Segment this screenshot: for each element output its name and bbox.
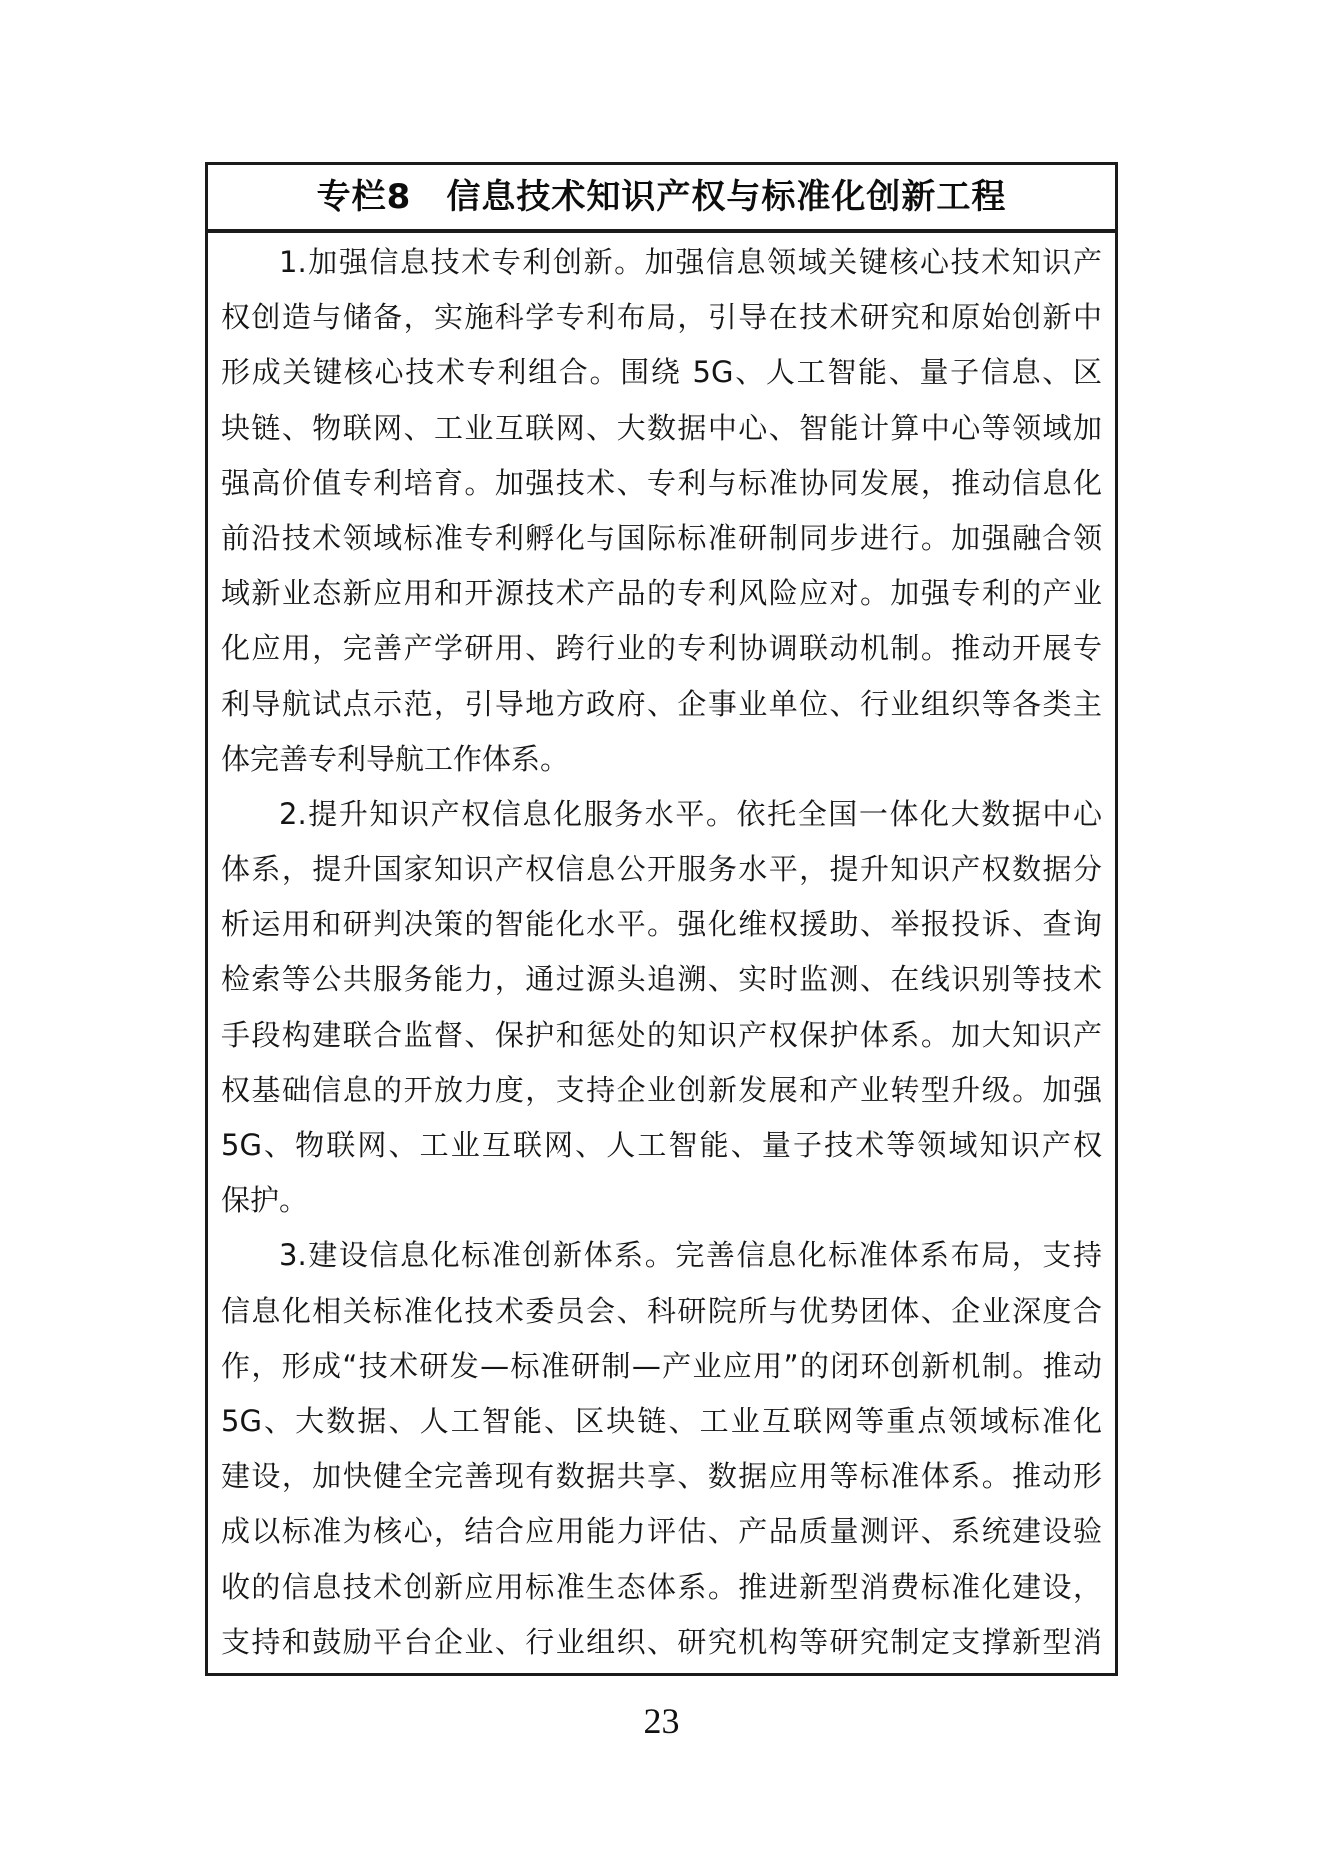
box-title: 专栏8 信息技术知识产权与标准化创新工程	[208, 165, 1115, 233]
text-line: 5G、物联网、工业互联网、人工智能、量子技术等领域知识产权	[221, 1128, 1102, 1162]
text-line: 体系，提升国家知识产权信息公开服务水平，提升知识产权数据分	[221, 852, 1102, 887]
text-line: 2.提升知识产权信息化服务水平。依托全国一体化大数据中心	[279, 796, 1102, 831]
text-line: 检索等公共服务能力，通过源头追溯、实时监测、在线识别等技术	[221, 962, 1102, 997]
text-line: 权创造与储备，实施科学专利布局，引导在技术研究和原始创新中	[221, 300, 1102, 335]
page-number: 23	[643, 1701, 680, 1741]
text-line: 手段构建联合监督、保护和惩处的知识产权保护体系。加大知识产	[221, 1017, 1102, 1052]
text-line: 前沿技术领域标准专利孵化与国际标准研制同步进行。加强融合领	[221, 520, 1102, 555]
text-line: 块链、物联网、工业互联网、大数据中心、智能计算中心等领域加	[221, 410, 1102, 445]
text-line: 析运用和研判决策的智能化水平。强化维权援助、举报投诉、查询	[221, 907, 1102, 942]
text-line: 利导航试点示范，引导地方政府、企事业单位、行业组织等各类主	[221, 686, 1102, 721]
text-line: 体完善专利导航工作体系。	[221, 741, 570, 776]
text-line: 信息化相关标准化技术委员会、科研院所与优势团体、企业深度合	[221, 1293, 1102, 1328]
text-line: 化应用，完善产学研用、跨行业的专利协调联动机制。推动开展专	[221, 631, 1102, 666]
box-body	[208, 233, 1115, 1670]
text-line: 保护。	[221, 1183, 309, 1218]
text-line: 作，形成“技术研发—标准研制—产业应用”的闭环创新机制。推动	[221, 1348, 1102, 1383]
text-line: 3.建设信息化标准创新体系。完善信息化标准体系布局，支持	[279, 1238, 1102, 1273]
text-line: 域新业态新应用和开源技术产品的专利风险应对。加强专利的产业	[221, 576, 1102, 611]
text-line: 收的信息技术创新应用标准生态体系。推进新型消费标准化建设，	[221, 1569, 1102, 1604]
text-line: 1.加强信息技术专利创新。加强信息领域关键核心技术知识产	[279, 245, 1102, 279]
text-line: 5G、大数据、人工智能、区块链、工业互联网等重点领域标准化	[221, 1403, 1102, 1438]
text-line: 形成关键核心技术专利组合。围绕 5G、人工智能、量子信息、区	[221, 355, 1102, 390]
text-line: 权基础信息的开放力度，支持企业创新发展和产业转型升级。加强	[221, 1072, 1102, 1107]
text-line: 成以标准为核心，结合应用能力评估、产品质量测评、系统建设验	[221, 1514, 1102, 1549]
column-8-box	[205, 162, 1118, 1676]
text-line: 强高价值专利培育。加强技术、专利与标准协同发展，推动信息化	[221, 465, 1102, 500]
text-line: 建设，加快健全完善现有数据共享、数据应用等标准体系。推动形	[221, 1459, 1102, 1494]
text-line: 支持和鼓励平台企业、行业组织、研究机构等研究制定支撑新型消	[221, 1624, 1102, 1659]
